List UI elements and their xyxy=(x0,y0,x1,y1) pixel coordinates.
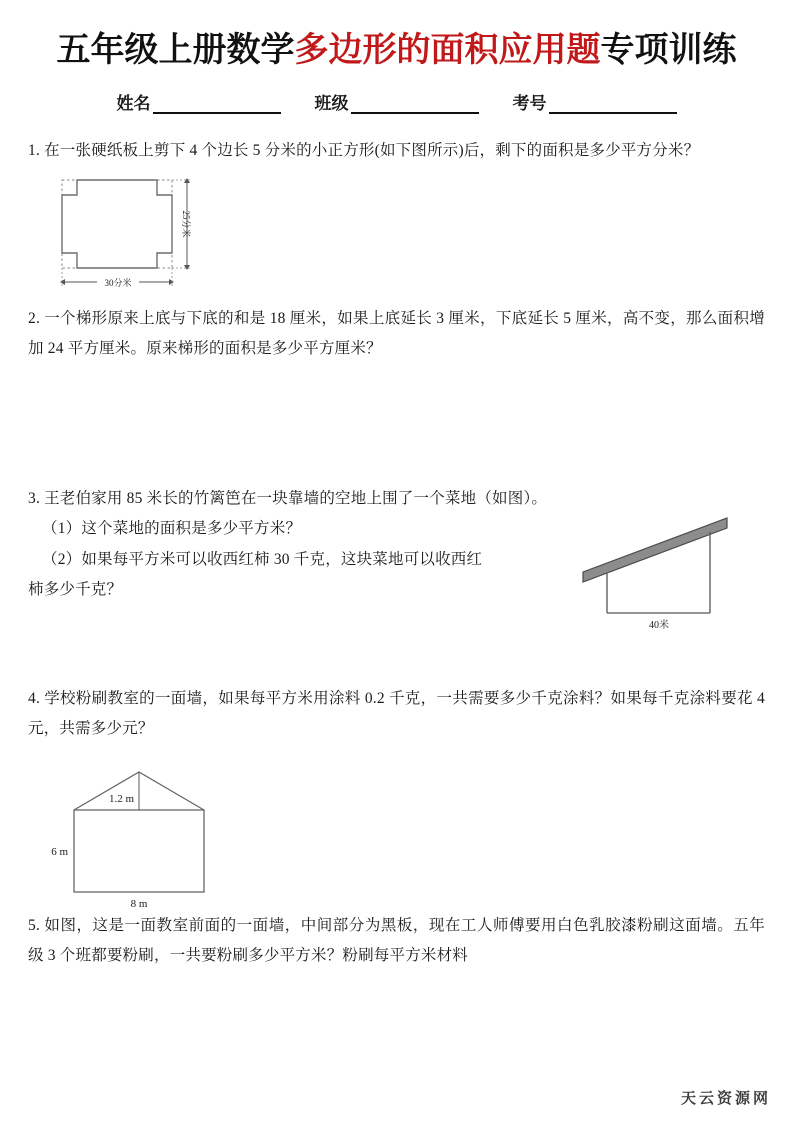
fig1-width-arrow-right xyxy=(169,279,174,285)
page-title xyxy=(28,0,765,73)
question-1-text: 1. 在一张硬纸板上剪下 4 个边长 5 分米的小正方形(如下图所示)后，剩下的面积是多少平方分米？ xyxy=(28,141,700,159)
question-4 xyxy=(28,684,765,744)
fig1-height-label: 25分米 xyxy=(181,210,191,238)
question-4-text: 4. 学校粉刷教室的一面墙，如果每平方米用涂料 0.2 千克，一共需要多少千克涂料？如果每千克涂料要花 4 元，共需多少元？ xyxy=(28,690,765,738)
exam-number-field[interactable] xyxy=(513,89,677,114)
fig4-base-label: 8 m xyxy=(130,897,148,910)
title-segment-black-1: 五年级上册数学 xyxy=(56,32,295,69)
name-label: 姓名 xyxy=(116,93,151,113)
figure-3-slanted-wall-plot xyxy=(577,508,747,633)
question-5 xyxy=(28,911,765,971)
exam-number-label: 考号 xyxy=(512,93,547,113)
class-field[interactable] xyxy=(315,89,479,114)
fig3-bottom-label: 40米 xyxy=(649,620,669,632)
student-info-row xyxy=(28,89,765,114)
watermark: 天云资源网 xyxy=(680,1090,771,1107)
fig4-roof-height-label: 1.2 m xyxy=(108,792,134,805)
question-2-text: 2. 一个梯形原来上底与下底的和是 18 厘米，如果上底延长 3 厘米，下底延长 5 厘米，高不变，那么面积增加 24 平方厘米。原来梯形的面积是多少平方厘米？ xyxy=(28,309,765,357)
fig1-height-arrow-bottom xyxy=(184,265,190,270)
fig4-side-label: 6 m xyxy=(51,845,68,858)
figure-1-notched-rectangle xyxy=(52,172,765,290)
fig1-notched-outline xyxy=(62,180,172,268)
question-2 xyxy=(28,304,765,364)
answer-space-2 xyxy=(28,364,765,468)
question-3-sub-2: （2）如果每平方米可以收西红柿 30 千克，这块菜地可以收西红 xyxy=(42,550,483,568)
fig3-wall-bar xyxy=(583,518,727,582)
name-field[interactable] xyxy=(117,89,281,114)
title-segment-red: 多边形的面积应用题 xyxy=(294,32,601,69)
question-3-sub-3: 柿多少千克？ xyxy=(28,580,123,598)
question-3-sub-1: （1）这个菜地的面积是多少平方米？ xyxy=(42,520,302,538)
fig1-width-label: 30分米 xyxy=(104,277,132,288)
figure-4-house-pentagon xyxy=(42,759,765,911)
fig1-outer-dashed-rect xyxy=(62,180,172,268)
class-label: 班级 xyxy=(314,93,349,113)
fig4-wall-rectangle xyxy=(74,810,204,892)
question-3 xyxy=(28,484,765,644)
answer-space-3 xyxy=(28,644,765,684)
fig1-height-arrow-top xyxy=(184,178,190,183)
class-write-line[interactable] xyxy=(351,98,479,114)
question-3-text-block xyxy=(28,484,588,605)
question-1 xyxy=(28,136,765,166)
question-5-text: 5. 如图，这是一面教室前面的一面墙，中间部分为黑板，现在工人师傅要用白色乳胶漆粉刷这面墙。五年级 3 个班都要粉刷，一共要粉刷多少平方米？粉刷每平方米材料 xyxy=(28,916,765,964)
exam-number-write-line[interactable] xyxy=(549,98,677,114)
question-3-text: 3. 王老伯家用 85 米长的竹篱笆在一块靠墙的空地上围了一个菜地（如图）。 xyxy=(28,490,548,508)
title-segment-black-2: 专项训练 xyxy=(600,32,737,69)
name-write-line[interactable] xyxy=(153,98,281,114)
fig1-width-arrow-left xyxy=(60,279,65,285)
